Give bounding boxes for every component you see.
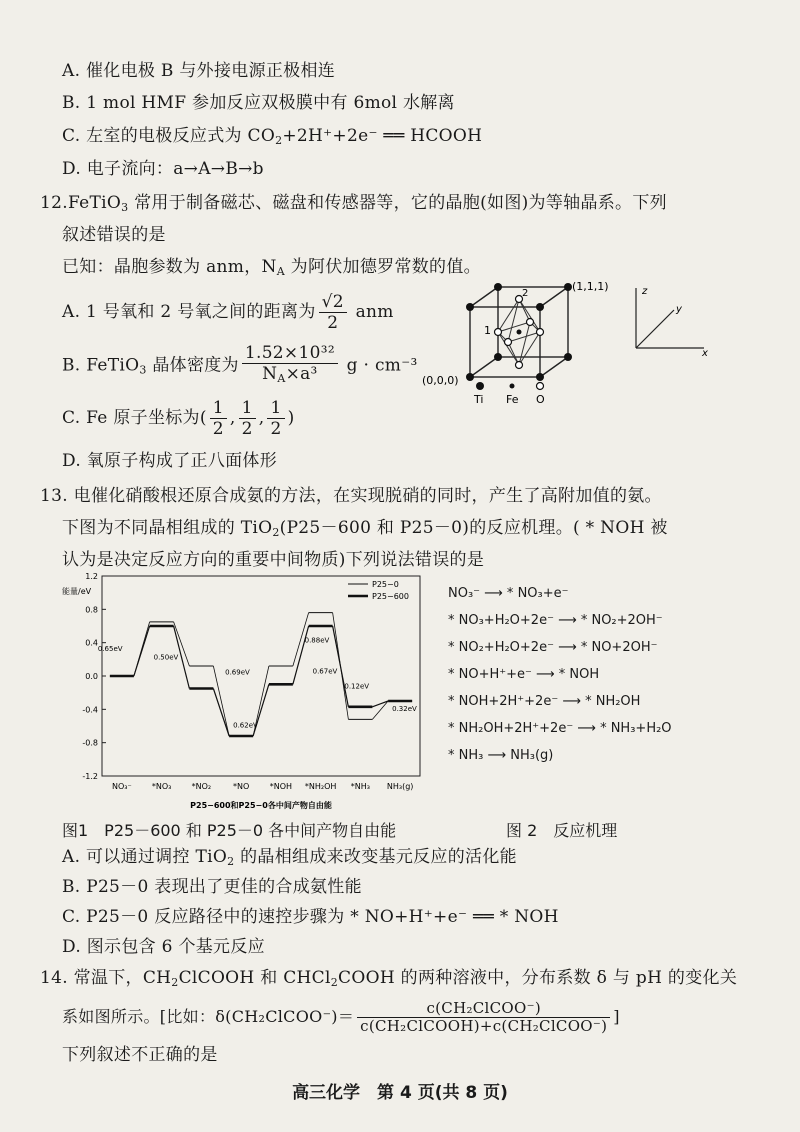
frac-denominator xyxy=(242,364,338,389)
q13-stem-line1: 13. 电催化硝酸根还原合成氨的方法，在实现脱硝的同时，产生了高附加值的氨。 xyxy=(40,486,662,506)
q12-b-mid: 晶体密度为 xyxy=(146,355,239,376)
q11-option-a: A. 催化电极 B 与外接电源正极相连 xyxy=(62,61,336,81)
label-corner: (1,1,1) xyxy=(572,280,609,293)
y-axis xyxy=(636,310,674,348)
energy-annotation: 0.88eV xyxy=(304,636,330,645)
fraction-half-3 xyxy=(267,398,284,439)
y-tick-label: 1.2 xyxy=(85,572,98,581)
cell-edge xyxy=(470,287,498,307)
q12-known-a: 已知：晶胞参数为 anm，N xyxy=(62,257,277,277)
axis-x-label: x xyxy=(702,348,708,359)
frac-numerator: 1 xyxy=(239,398,256,419)
sub-3: 3 xyxy=(139,363,147,377)
fraction-density xyxy=(242,343,338,389)
label-1: 1 xyxy=(484,324,491,337)
mechanism-step-1: NO₃⁻ ⟶ * NO₃+e⁻ xyxy=(448,586,569,601)
legend-label: P25−0 xyxy=(372,580,399,589)
q12-option-c: C. Fe 原子坐标为( $\frac{1}{2}$ , $\frac{1}{2}$ , $\frac{1}{2}$ ) xyxy=(62,398,295,439)
q13-option-a xyxy=(62,846,517,873)
legend-o: O xyxy=(536,393,545,406)
y-axis-label: 能量/eV xyxy=(62,587,92,596)
frac-numerator: c(CH₂ClCOO⁻) xyxy=(357,1000,610,1018)
label-origin: (0,0,0) xyxy=(422,374,459,387)
legend-fe-marker xyxy=(510,384,515,389)
mechanism-step-5: * NOH+2H⁺+2e⁻ ⟶ * NH₂OH xyxy=(448,694,641,709)
q12-stem-a: FeTiO xyxy=(67,193,122,213)
q13-a-suffix: 的晶相组成来改变基元反应的活化能 xyxy=(234,847,517,867)
y-tick-label: 0.8 xyxy=(85,605,98,615)
energy-annotation: 0.12eV xyxy=(344,682,370,691)
q12-option-a xyxy=(62,290,394,334)
q13-stem-line2 xyxy=(62,517,668,544)
y-tick-label: 0.4 xyxy=(85,638,98,648)
q13-stem2-a: 下图为不同晶相组成的 TiO xyxy=(62,518,273,538)
frac-denominator: 2 xyxy=(212,419,224,439)
x-tick-label: *NH₂OH xyxy=(304,782,337,791)
energy-annotation: 0.62eV xyxy=(233,721,258,730)
q11-c-suffix: +2H⁺+2e⁻ ══ HCOOH xyxy=(282,126,483,146)
energy-annotation: 0.50eV xyxy=(153,653,179,662)
label-2: 2 xyxy=(522,288,529,299)
y-tick-label: 0.0 xyxy=(85,672,98,681)
mechanism-step-2: * NO₃+H₂O+2e⁻ ⟶ * NO₂+2OH⁻ xyxy=(448,613,663,628)
q12-c-prefix: C. Fe 原子坐标为( xyxy=(62,408,207,428)
q13-option-b: B. P25－0 表现出了更佳的合成氨性能 xyxy=(62,877,362,897)
q12-option-b xyxy=(62,343,418,387)
energy-connector xyxy=(333,626,349,707)
crystal-cell-figure xyxy=(420,280,609,407)
mechanism-list xyxy=(448,580,738,769)
energy-connector xyxy=(213,666,229,736)
sub-2: 2 xyxy=(227,855,235,868)
cell-edge xyxy=(470,357,498,377)
legend-o-marker xyxy=(537,383,544,390)
fraction-sqrt2-over-2 xyxy=(319,292,347,333)
energy-chart-svg xyxy=(60,570,440,818)
energy-annotation: 0.69eV xyxy=(225,668,250,677)
q11-c-prefix: C. 左室的电极反应式为 CO xyxy=(62,126,276,146)
energy-annotation: 0.65eV xyxy=(97,645,123,653)
q12-stem-line2: 叙述错误的是 xyxy=(62,225,166,245)
cell-edge xyxy=(540,357,568,377)
sub-2: 2 xyxy=(171,976,179,989)
q12-stem-b: 常用于制备磁芯、磁盘和传感器等，它的晶胞(如图)为等轴晶系。下列 xyxy=(128,193,667,213)
q12-known xyxy=(62,256,481,283)
legend-ti: Ti xyxy=(474,393,484,406)
q12-known-b: 为阿伏加德罗常数的值。 xyxy=(284,257,481,277)
fe-atom xyxy=(517,330,522,335)
q12-b-prefix: B. FeTiO xyxy=(62,355,140,376)
axes-svg xyxy=(622,282,710,362)
q14-stem1-b: ClCOOH 和 CHCl xyxy=(178,968,331,988)
q13-stem-line3: 认为是决定反应方向的重要中间物质)下列说法错误的是 xyxy=(62,550,485,570)
frac-numerator: 1 xyxy=(267,398,284,419)
q14-stem1-c: COOH 的两种溶液中，分布系数 δ 与 pH 的变化关 xyxy=(338,968,738,988)
fig1-caption: 图1 P25－600 和 P25－0 各中间产物自由能 xyxy=(62,821,397,840)
energy-annotation: 0.67eV xyxy=(312,667,338,676)
cell-edge xyxy=(540,287,568,307)
frac-numerator: 1.52×10³² xyxy=(242,343,338,364)
x-tick-label: *NO₃ xyxy=(151,782,172,791)
q14-stem2-prefix: 系如图所示。[比如：δ(CH₂ClCOO⁻)＝ xyxy=(62,1007,355,1026)
q12-b-unit: g · cm⁻³ xyxy=(346,355,418,376)
frac-denominator: c(CH₂ClCOOH)+c(CH₂ClCOO⁻) xyxy=(360,1017,608,1035)
q14-stem-line2 xyxy=(62,994,620,1040)
fraction-delta xyxy=(357,1000,610,1035)
sub-a: A xyxy=(277,372,286,385)
sub-2: 2 xyxy=(330,976,339,989)
frac-numerator: √2 xyxy=(319,292,347,313)
x-tick-label: *NH₃ xyxy=(350,782,370,791)
q12-option-d: D. 氧原子构成了正八面体形 xyxy=(62,451,278,471)
q13-option-c: C. P25－0 反应路径中的速控步骤为 * NO+H⁺+e⁻ ══ * NOH xyxy=(62,907,559,927)
a-cubed: ×a³ xyxy=(285,364,318,384)
q13-a-prefix: A. 可以通过调控 TiO xyxy=(62,847,228,867)
q12-a-unit: anm xyxy=(355,302,394,322)
mechanism-step-6: * NH₂OH+2H⁺+2e⁻ ⟶ * NH₃+H₂O xyxy=(448,721,672,736)
axes-figure xyxy=(622,282,710,362)
frac-denominator: 2 xyxy=(327,313,339,333)
energy-annotation: 0.32eV xyxy=(392,705,417,713)
q12-stem-line1 xyxy=(40,192,667,219)
frac-denominator: 2 xyxy=(241,419,253,439)
chart-title: P25−600和P25−0各中间产物自由能 xyxy=(190,801,332,810)
sub-2: 2 xyxy=(275,134,283,147)
legend-label: P25−600 xyxy=(372,592,409,601)
sub-3: 3 xyxy=(121,201,129,214)
q13-stem2-b: (P25－600 和 P25－0)的反应机理。( * NOH 被 xyxy=(279,518,668,538)
q12-number: 12. xyxy=(40,193,68,213)
fraction-half-2 xyxy=(239,398,256,439)
x-tick-label: *NOH xyxy=(269,782,293,791)
q14-stem1-a: 14. 常温下，CH xyxy=(40,968,172,988)
mechanism-step-4: * NO+H⁺+e⁻ ⟶ * NOH xyxy=(448,667,600,682)
x-tick-label: NO₃⁻ xyxy=(112,782,132,791)
energy-connector xyxy=(293,626,309,684)
x-tick-label: *NO xyxy=(232,782,250,791)
axis-y-label: y xyxy=(676,304,682,315)
q11-option-b: B. 1 mol HMF 参加反应双极膜中有 6mol 水解离 xyxy=(62,93,455,113)
q13-option-d: D. 图示包含 6 个基元反应 xyxy=(62,937,265,957)
q11-option-d: D. 电子流向：a→A→B→b xyxy=(62,159,264,179)
plot-frame xyxy=(102,576,420,776)
page-footer: 高三化学 第 4 页(共 8 页) xyxy=(292,1083,508,1103)
mechanism-step-3: * NO₂+H₂O+2e⁻ ⟶ * NO+2OH⁻ xyxy=(448,640,658,655)
q12-a-prefix: A. 1 号氧和 2 号氧之间的距离为 xyxy=(62,302,316,322)
energy-connector xyxy=(134,626,150,676)
sub-a: A xyxy=(276,265,285,278)
q14-stem2-suffix: ] xyxy=(613,1007,620,1026)
q14-stem-line1 xyxy=(40,967,737,994)
y-tick-label: -1.2 xyxy=(82,772,98,781)
fig2-caption: 图 2 反应机理 xyxy=(506,821,618,840)
energy-chart xyxy=(60,570,440,818)
energy-connector xyxy=(213,689,229,737)
crystal-cell-svg xyxy=(420,280,609,407)
legend-fe: Fe xyxy=(506,393,519,406)
mechanism-step-7: * NH₃ ⟶ NH₃(g) xyxy=(448,748,554,763)
q14-stem-line3: 下列叙述不正确的是 xyxy=(62,1045,218,1065)
q12-c-suffix: ) xyxy=(287,408,295,428)
fraction-half-1 xyxy=(210,398,227,439)
na-symbol: N xyxy=(262,364,278,384)
x-tick-label: NH₃(g) xyxy=(386,782,414,791)
legend-ti-marker xyxy=(476,382,484,390)
q11-option-c xyxy=(62,125,482,152)
x-tick-label: *NO₂ xyxy=(191,782,212,791)
y-tick-label: -0.4 xyxy=(82,705,98,715)
y-tick-label: -0.8 xyxy=(82,738,98,748)
frac-numerator: 1 xyxy=(210,398,227,419)
frac-denominator: 2 xyxy=(270,419,282,439)
axis-z-label: z xyxy=(642,286,648,297)
sub-2: 2 xyxy=(272,526,280,539)
